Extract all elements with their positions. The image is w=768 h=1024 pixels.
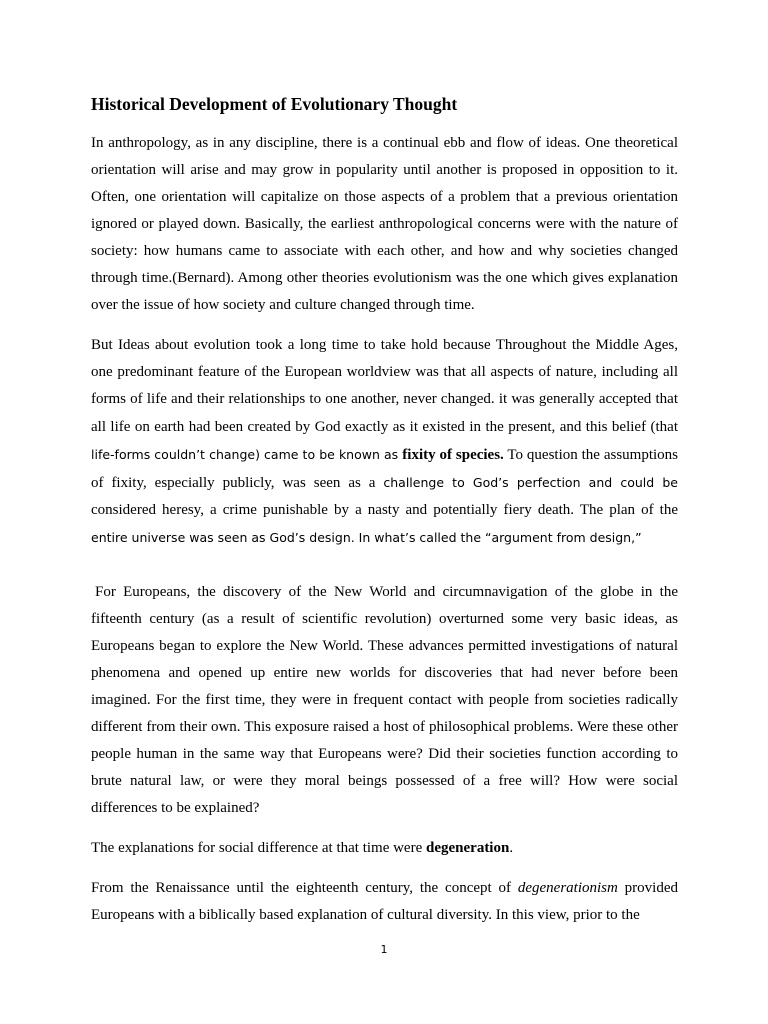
italic-term-degenerationism: degenerationism — [517, 880, 618, 896]
paragraph-degeneration — [91, 835, 678, 862]
paragraph-fixity — [91, 332, 678, 552]
paragraph-degenerationism — [91, 875, 678, 929]
text-run: But Ideas about evolution took a long time to take hold because Throughout the Middle Ages, one predominant feature of the European worldview was that all aspects of nature, including all forms of life and their relationships to one another, never changed. it was generally accepted that all life on earth had been created by God exactly as it existed in the present, and this belief (that — [91, 337, 678, 435]
document-page — [91, 92, 678, 942]
text-run: To question the assumptions of fixity, especially publicly, was seen as a — [91, 447, 679, 491]
blank-line — [91, 565, 678, 579]
page-number: 1 — [380, 943, 388, 956]
text-run: considered heresy, a crime punishable by a nasty and potentially fiery death. The plan of the — [91, 502, 678, 518]
text-run: From the Renaissance until the eighteenth century, the concept of — [91, 880, 518, 896]
document-title: Historical Development of Evolutionary Thought — [91, 94, 458, 114]
text-run: . — [509, 840, 514, 856]
text-run-alt-font: life-forms couldn’t change) came to be known as — [91, 447, 403, 462]
paragraph-new-world: For Europeans, the discovery of the New World and circumnavigation of the globe in the fifteenth century (as a result of scientific revolution) overturned some very basic ideas, as Europeans began to explore the New World. These advances permitted investigations of natural phenomena and opened up entire new worlds for discoveries that had never before been imagined. For the first time, they were in frequent contact with people from societies radically different from their own. This exposure raised a host of philosophical problems. Were these other people human in the same way that Europeans were? Did their societies function according to brute natural law, or were they moral beings possessed of a free will? How were social differences to be explained? — [91, 584, 678, 816]
bold-term-fixity: fixity of species. — [402, 447, 504, 463]
bold-term-degeneration: degeneration — [426, 840, 510, 856]
text-run: provided Europeans with a biblically based explanation of cultural diversity. In this view, prior to the — [91, 880, 679, 923]
paragraph-intro: In anthropology, as in any discipline, there is a continual ebb and flow of ideas. One theoretical orientation will arise and may grow in popularity until another is proposed in opposition to it. Often, one orientation will capitalize on those aspects of a problem that a previous orientation ignored or played down. Basically, the earliest anthropological concerns were with the nature of society: how humans came to associate with each other, and how and why societies changed through time.(Bernard). Among other theories evolutionism was the one which gives explanation over the issue of how society and culture changed through time. — [91, 135, 678, 313]
text-run-alt-font: entire universe was seen as God’s design. In what’s called the “argument from design,” — [91, 530, 642, 545]
text-run: The explanations for social difference at that time were — [91, 840, 426, 856]
text-run-alt-font: challenge to God’s perfection and could be — [383, 475, 678, 490]
